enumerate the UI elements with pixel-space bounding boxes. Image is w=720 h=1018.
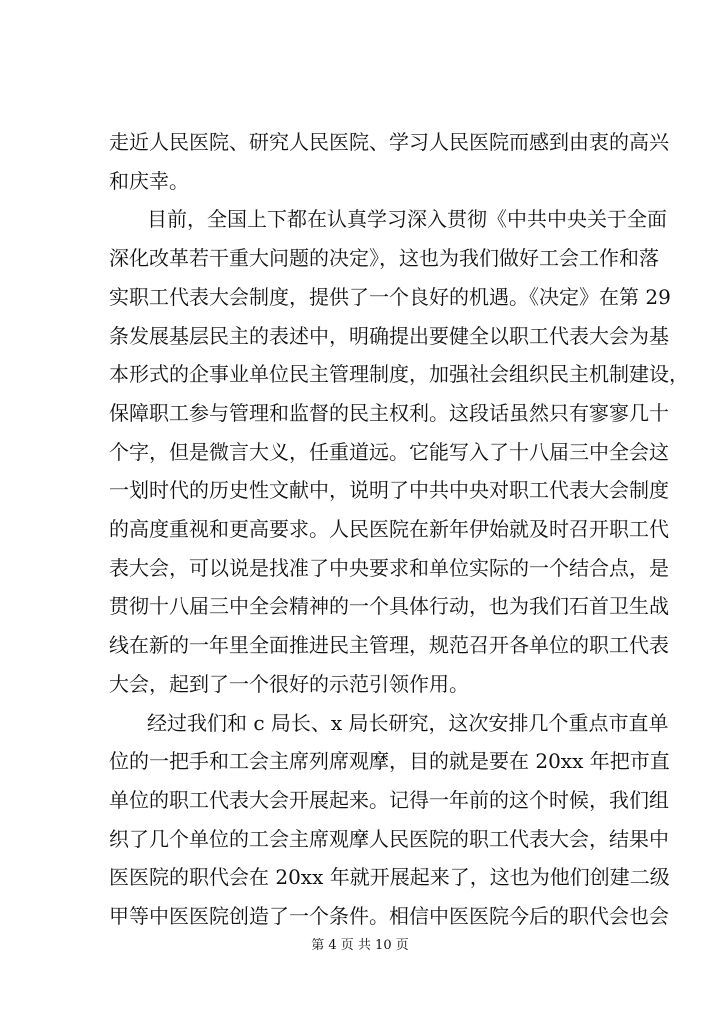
text-line: 单位的职工代表大会开展起来。记得一年前的这个时候，我们组 [109, 787, 669, 812]
text-line: 甲等中医医院创造了一个条件。相信中医医院今后的职代会也会 [109, 904, 669, 928]
text-line: 贯彻十八届三中全会精神的一个具体行动，也为我们石首卫生战 [109, 594, 669, 619]
paragraph-first-line: 经过我们和 c 局长、x 局长研究，这次安排几个重点市直单 [147, 710, 669, 735]
text-line: 本形式的企事业单位民主管理制度，加强社会组织民主机制建设， [109, 362, 689, 387]
text-line: 位的一把手和工会主席列席观摩，目的就是要在 20xx 年把市直 [109, 749, 670, 774]
text-line: 线在新的一年里全面推进民主管理，规范召开各单位的职工代表 [109, 633, 669, 658]
text-line: 保障职工参与管理和监督的民主权利。这段话虽然只有寥寥几十 [109, 400, 669, 425]
text-line: 和庆幸。 [109, 168, 189, 193]
text-line: 医医院的职代会在 20xx 年就开展起来了，这也为他们创建二级 [109, 865, 670, 890]
text-line: 深化改革若干重大问题的决定》，这也为我们做好工会工作和落 [109, 246, 659, 271]
text-line: 实职工代表大会制度，提供了一个良好的机遇。《决定》在第 29 [109, 284, 671, 309]
text-line: 一划时代的历史性文献中，说明了中共中央对职工代表大会制度 [109, 478, 669, 503]
paragraph-first-line: 目前，全国上下都在认真学习深入贯彻《中共中央关于全面 [147, 207, 667, 232]
text-line: 大会，起到了一个很好的示范引领作用。 [109, 671, 469, 696]
text-line: 织了几个单位的工会主席观摩人民医院的职工代表大会，结果中 [109, 826, 669, 851]
text-line: 的高度重视和更高要求。人民医院在新年伊始就及时召开职工代 [109, 517, 669, 541]
text-line: 个字，但是微言大义，任重道远。它能写入了十八届三中全会这 [109, 439, 669, 464]
text-line: 走近人民医院、研究人民医院、学习人民医院而感到由衷的高兴 [109, 130, 669, 154]
text-line: 条发展基层民主的表述中，明确提出要健全以职工代表大会为基 [109, 323, 669, 348]
page-number-footer: 第 4 页 共 10 页 [311, 938, 409, 953]
text-line: 表大会，可以说是找准了中央要求和单位实际的一个结合点，是 [109, 555, 669, 580]
